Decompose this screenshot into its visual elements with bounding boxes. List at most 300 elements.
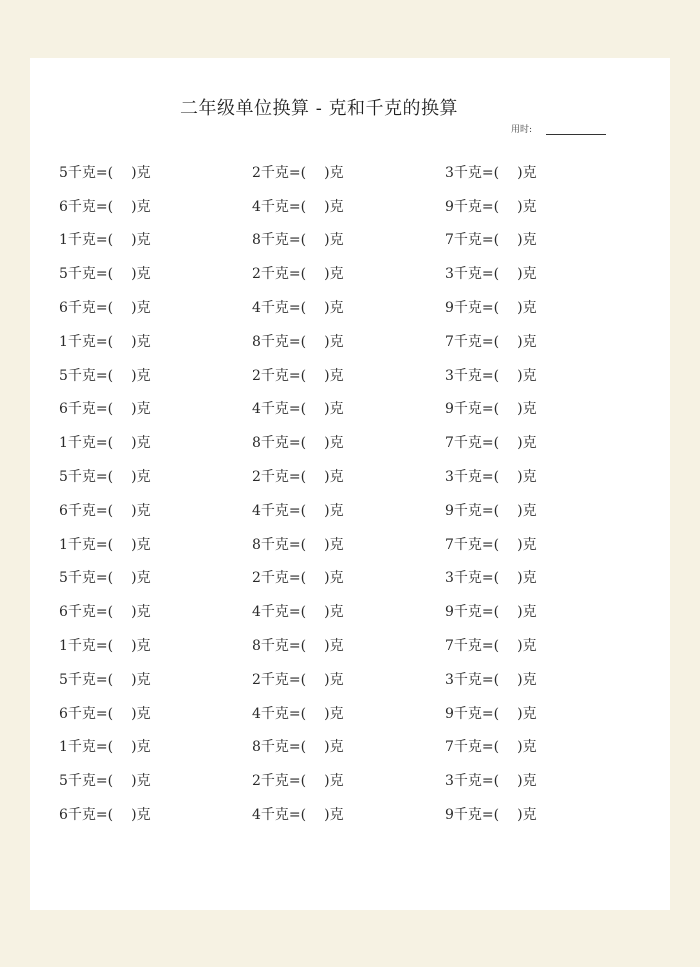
- exercise-item: [252, 669, 445, 689]
- exercise-row: [59, 155, 639, 189]
- equals-open-paren: =(: [481, 300, 500, 317]
- exercise-row: [59, 324, 639, 358]
- exercise-row: [59, 594, 639, 628]
- unit-to: 克: [522, 435, 537, 452]
- equals-open-paren: =(: [95, 671, 114, 688]
- unit-to: 克: [136, 739, 151, 756]
- equals-open-paren: =(: [481, 435, 500, 452]
- close-paren: ): [517, 401, 523, 418]
- unit-from: 千克: [67, 705, 96, 722]
- equals-open-paren: =(: [95, 773, 114, 790]
- close-paren: ): [517, 502, 523, 519]
- equals-open-paren: =(: [288, 232, 307, 249]
- exercise-item: [445, 500, 638, 520]
- exercise-item: [252, 635, 445, 655]
- unit-to: 克: [522, 739, 537, 756]
- exercise-number: 3: [445, 164, 454, 181]
- unit-from: 千克: [260, 536, 289, 553]
- exercise-number: 8: [252, 536, 261, 553]
- exercise-item: [59, 534, 252, 554]
- exercise-item: [445, 365, 638, 385]
- unit-to: 克: [522, 300, 537, 317]
- unit-from: 千克: [67, 401, 96, 418]
- unit-to: 克: [136, 638, 151, 655]
- unit-from: 千克: [453, 671, 482, 688]
- exercise-item: [252, 297, 445, 317]
- unit-from: 千克: [67, 536, 96, 553]
- exercise-number: 7: [445, 435, 454, 452]
- exercise-number: 3: [445, 570, 454, 587]
- exercise-number: 1: [59, 536, 68, 553]
- unit-to: 克: [136, 807, 151, 824]
- close-paren: ): [517, 638, 523, 655]
- close-paren: ): [517, 807, 523, 824]
- unit-to: 克: [522, 232, 537, 249]
- exercise-item: [252, 567, 445, 587]
- exercise-grid: [59, 155, 639, 831]
- unit-to: 克: [136, 232, 151, 249]
- close-paren: ): [517, 739, 523, 756]
- exercise-item: [445, 398, 638, 418]
- close-paren: ): [517, 536, 523, 553]
- exercise-number: 4: [252, 300, 261, 317]
- close-paren: ): [324, 638, 330, 655]
- exercise-item: [59, 162, 252, 182]
- unit-to: 克: [329, 536, 344, 553]
- unit-to: 克: [136, 300, 151, 317]
- unit-from: 千克: [260, 469, 289, 486]
- exercise-number: 3: [445, 469, 454, 486]
- exercise-item: [59, 736, 252, 756]
- exercise-row: [59, 763, 639, 797]
- exercise-number: 4: [252, 401, 261, 418]
- close-paren: ): [131, 367, 137, 384]
- equals-open-paren: =(: [288, 773, 307, 790]
- equals-open-paren: =(: [481, 773, 500, 790]
- exercise-number: 7: [445, 232, 454, 249]
- unit-from: 千克: [67, 198, 96, 215]
- unit-to: 克: [136, 435, 151, 452]
- unit-to: 克: [522, 807, 537, 824]
- unit-to: 克: [522, 469, 537, 486]
- exercise-number: 8: [252, 739, 261, 756]
- unit-to: 克: [136, 198, 151, 215]
- exercise-item: [252, 534, 445, 554]
- unit-to: 克: [522, 198, 537, 215]
- exercise-item: [445, 770, 638, 790]
- equals-open-paren: =(: [95, 367, 114, 384]
- exercise-number: 6: [59, 604, 68, 621]
- equals-open-paren: =(: [95, 198, 114, 215]
- exercise-item: [59, 669, 252, 689]
- exercise-number: 9: [445, 198, 454, 215]
- exercise-number: 5: [59, 671, 68, 688]
- close-paren: ): [517, 705, 523, 722]
- unit-to: 克: [522, 705, 537, 722]
- unit-from: 千克: [453, 502, 482, 519]
- unit-from: 千克: [260, 570, 289, 587]
- exercise-row: [59, 290, 639, 324]
- exercise-row: [59, 223, 639, 257]
- equals-open-paren: =(: [288, 502, 307, 519]
- equals-open-paren: =(: [288, 469, 307, 486]
- unit-to: 克: [136, 367, 151, 384]
- unit-from: 千克: [67, 773, 96, 790]
- unit-to: 克: [329, 333, 344, 350]
- exercise-number: 4: [252, 604, 261, 621]
- unit-to: 克: [329, 705, 344, 722]
- equals-open-paren: =(: [95, 502, 114, 519]
- unit-to: 克: [136, 570, 151, 587]
- unit-from: 千克: [260, 300, 289, 317]
- unit-to: 克: [329, 300, 344, 317]
- equals-open-paren: =(: [95, 401, 114, 418]
- exercise-item: [445, 736, 638, 756]
- unit-to: 克: [522, 333, 537, 350]
- exercise-row: [59, 730, 639, 764]
- exercise-number: 8: [252, 232, 261, 249]
- close-paren: ): [324, 232, 330, 249]
- equals-open-paren: =(: [95, 333, 114, 350]
- equals-open-paren: =(: [288, 570, 307, 587]
- unit-from: 千克: [453, 638, 482, 655]
- close-paren: ): [517, 266, 523, 283]
- unit-from: 千克: [260, 807, 289, 824]
- close-paren: ): [324, 469, 330, 486]
- exercise-number: 4: [252, 502, 261, 519]
- equals-open-paren: =(: [481, 266, 500, 283]
- equals-open-paren: =(: [95, 164, 114, 181]
- close-paren: ): [517, 300, 523, 317]
- exercise-number: 1: [59, 739, 68, 756]
- unit-to: 克: [329, 367, 344, 384]
- exercise-number: 3: [445, 367, 454, 384]
- equals-open-paren: =(: [481, 604, 500, 621]
- close-paren: ): [131, 435, 137, 452]
- exercise-number: 2: [252, 773, 261, 790]
- unit-from: 千克: [453, 469, 482, 486]
- unit-from: 千克: [67, 469, 96, 486]
- close-paren: ): [131, 164, 137, 181]
- unit-to: 克: [136, 266, 151, 283]
- close-paren: ): [131, 604, 137, 621]
- exercise-row: [59, 189, 639, 223]
- unit-to: 克: [136, 164, 151, 181]
- equals-open-paren: =(: [95, 638, 114, 655]
- unit-to: 克: [329, 435, 344, 452]
- timer-field: [511, 122, 606, 135]
- exercise-item: [252, 162, 445, 182]
- exercise-row: [59, 459, 639, 493]
- equals-open-paren: =(: [481, 469, 500, 486]
- exercise-row: [59, 527, 639, 561]
- unit-from: 千克: [67, 739, 96, 756]
- exercise-number: 2: [252, 570, 261, 587]
- unit-to: 克: [136, 536, 151, 553]
- exercise-number: 5: [59, 367, 68, 384]
- exercise-number: 5: [59, 164, 68, 181]
- unit-from: 千克: [260, 164, 289, 181]
- close-paren: ): [131, 333, 137, 350]
- equals-open-paren: =(: [288, 638, 307, 655]
- close-paren: ): [324, 333, 330, 350]
- exercise-row: [59, 561, 639, 595]
- equals-open-paren: =(: [288, 333, 307, 350]
- equals-open-paren: =(: [481, 705, 500, 722]
- exercise-item: [59, 297, 252, 317]
- unit-to: 克: [329, 502, 344, 519]
- exercise-item: [252, 229, 445, 249]
- equals-open-paren: =(: [481, 401, 500, 418]
- exercise-number: 9: [445, 604, 454, 621]
- close-paren: ): [131, 705, 137, 722]
- equals-open-paren: =(: [481, 198, 500, 215]
- equals-open-paren: =(: [481, 671, 500, 688]
- close-paren: ): [131, 807, 137, 824]
- close-paren: ): [517, 232, 523, 249]
- exercise-number: 8: [252, 333, 261, 350]
- exercise-number: 7: [445, 638, 454, 655]
- exercise-row: [59, 696, 639, 730]
- unit-to: 克: [329, 401, 344, 418]
- unit-to: 克: [522, 367, 537, 384]
- exercise-number: 5: [59, 266, 68, 283]
- exercise-item: [59, 466, 252, 486]
- equals-open-paren: =(: [481, 739, 500, 756]
- equals-open-paren: =(: [288, 435, 307, 452]
- exercise-item: [445, 331, 638, 351]
- unit-from: 千克: [260, 705, 289, 722]
- exercise-item: [59, 635, 252, 655]
- unit-to: 克: [522, 773, 537, 790]
- unit-to: 克: [522, 164, 537, 181]
- exercise-number: 3: [445, 773, 454, 790]
- unit-from: 千克: [453, 401, 482, 418]
- exercise-row: [59, 493, 639, 527]
- close-paren: ): [517, 671, 523, 688]
- unit-to: 克: [522, 570, 537, 587]
- unit-to: 克: [329, 232, 344, 249]
- close-paren: ): [131, 266, 137, 283]
- exercise-item: [445, 297, 638, 317]
- close-paren: ): [324, 198, 330, 215]
- equals-open-paren: =(: [95, 705, 114, 722]
- exercise-item: [252, 196, 445, 216]
- unit-from: 千克: [453, 773, 482, 790]
- exercise-item: [59, 601, 252, 621]
- exercise-number: 3: [445, 266, 454, 283]
- unit-to: 克: [329, 266, 344, 283]
- unit-from: 千克: [260, 232, 289, 249]
- equals-open-paren: =(: [481, 502, 500, 519]
- equals-open-paren: =(: [95, 570, 114, 587]
- exercise-number: 4: [252, 705, 261, 722]
- equals-open-paren: =(: [481, 638, 500, 655]
- unit-from: 千克: [67, 266, 96, 283]
- exercise-number: 2: [252, 469, 261, 486]
- exercise-row: [59, 392, 639, 426]
- unit-to: 克: [136, 705, 151, 722]
- exercise-row: [59, 628, 639, 662]
- unit-to: 克: [522, 401, 537, 418]
- close-paren: ): [324, 604, 330, 621]
- unit-from: 千克: [453, 164, 482, 181]
- equals-open-paren: =(: [95, 469, 114, 486]
- unit-to: 克: [329, 604, 344, 621]
- close-paren: ): [324, 300, 330, 317]
- exercise-item: [252, 398, 445, 418]
- unit-from: 千克: [260, 333, 289, 350]
- unit-from: 千克: [453, 739, 482, 756]
- exercise-item: [59, 398, 252, 418]
- exercise-number: 9: [445, 502, 454, 519]
- exercise-item: [252, 601, 445, 621]
- exercise-number: 2: [252, 367, 261, 384]
- equals-open-paren: =(: [481, 570, 500, 587]
- unit-to: 克: [329, 739, 344, 756]
- unit-from: 千克: [260, 773, 289, 790]
- close-paren: ): [324, 367, 330, 384]
- close-paren: ): [131, 739, 137, 756]
- timer-blank-line[interactable]: [546, 124, 606, 135]
- unit-from: 千克: [453, 807, 482, 824]
- unit-to: 克: [136, 671, 151, 688]
- exercise-number: 6: [59, 401, 68, 418]
- exercise-number: 1: [59, 333, 68, 350]
- close-paren: ): [131, 773, 137, 790]
- equals-open-paren: =(: [288, 367, 307, 384]
- unit-from: 千克: [260, 671, 289, 688]
- exercise-number: 8: [252, 638, 261, 655]
- close-paren: ): [131, 469, 137, 486]
- exercise-item: [252, 500, 445, 520]
- close-paren: ): [131, 638, 137, 655]
- equals-open-paren: =(: [481, 333, 500, 350]
- close-paren: ): [324, 570, 330, 587]
- close-paren: ): [324, 739, 330, 756]
- unit-from: 千克: [453, 604, 482, 621]
- exercise-number: 5: [59, 773, 68, 790]
- unit-from: 千克: [453, 333, 482, 350]
- exercise-number: 1: [59, 638, 68, 655]
- exercise-number: 4: [252, 198, 261, 215]
- worksheet-page: [30, 58, 670, 910]
- unit-to: 克: [522, 671, 537, 688]
- close-paren: ): [324, 401, 330, 418]
- exercise-item: [252, 770, 445, 790]
- exercise-item: [252, 263, 445, 283]
- equals-open-paren: =(: [95, 266, 114, 283]
- exercise-number: 9: [445, 807, 454, 824]
- exercise-item: [252, 703, 445, 723]
- worksheet-title: 二年级单位换算 - 克和千克的换算: [179, 98, 459, 119]
- exercise-item: [252, 432, 445, 452]
- equals-open-paren: =(: [288, 266, 307, 283]
- exercise-number: 7: [445, 739, 454, 756]
- exercise-number: 2: [252, 164, 261, 181]
- exercise-item: [59, 567, 252, 587]
- exercise-item: [445, 466, 638, 486]
- unit-from: 千克: [453, 300, 482, 317]
- exercise-item: [445, 635, 638, 655]
- exercise-number: 3: [445, 671, 454, 688]
- unit-to: 克: [136, 604, 151, 621]
- equals-open-paren: =(: [481, 367, 500, 384]
- equals-open-paren: =(: [288, 536, 307, 553]
- exercise-row: [59, 425, 639, 459]
- unit-to: 克: [522, 536, 537, 553]
- close-paren: ): [517, 367, 523, 384]
- unit-from: 千克: [453, 435, 482, 452]
- exercise-number: 5: [59, 469, 68, 486]
- exercise-number: 6: [59, 198, 68, 215]
- close-paren: ): [324, 536, 330, 553]
- equals-open-paren: =(: [288, 401, 307, 418]
- unit-from: 千克: [453, 570, 482, 587]
- exercise-number: 9: [445, 401, 454, 418]
- exercise-item: [252, 365, 445, 385]
- unit-from: 千克: [453, 536, 482, 553]
- exercise-item: [445, 263, 638, 283]
- unit-from: 千克: [67, 807, 96, 824]
- exercise-item: [445, 804, 638, 824]
- unit-to: 克: [329, 638, 344, 655]
- equals-open-paren: =(: [481, 807, 500, 824]
- close-paren: ): [131, 401, 137, 418]
- unit-to: 克: [522, 502, 537, 519]
- exercise-item: [445, 229, 638, 249]
- unit-to: 克: [329, 570, 344, 587]
- unit-to: 克: [136, 469, 151, 486]
- close-paren: ): [517, 773, 523, 790]
- unit-to: 克: [136, 401, 151, 418]
- close-paren: ): [131, 502, 137, 519]
- exercise-number: 5: [59, 570, 68, 587]
- exercise-number: 2: [252, 266, 261, 283]
- exercise-item: [445, 534, 638, 554]
- equals-open-paren: =(: [95, 604, 114, 621]
- equals-open-paren: =(: [288, 705, 307, 722]
- exercise-item: [59, 770, 252, 790]
- exercise-item: [59, 229, 252, 249]
- exercise-item: [445, 567, 638, 587]
- exercise-item: [59, 432, 252, 452]
- close-paren: ): [517, 333, 523, 350]
- unit-from: 千克: [260, 739, 289, 756]
- equals-open-paren: =(: [95, 435, 114, 452]
- exercise-row: [59, 797, 639, 831]
- unit-from: 千克: [67, 367, 96, 384]
- close-paren: ): [131, 232, 137, 249]
- close-paren: ): [324, 773, 330, 790]
- unit-from: 千克: [260, 198, 289, 215]
- exercise-number: 6: [59, 300, 68, 317]
- close-paren: ): [131, 671, 137, 688]
- equals-open-paren: =(: [288, 739, 307, 756]
- unit-from: 千克: [260, 638, 289, 655]
- exercise-number: 6: [59, 705, 68, 722]
- equals-open-paren: =(: [481, 536, 500, 553]
- unit-from: 千克: [260, 435, 289, 452]
- unit-from: 千克: [67, 435, 96, 452]
- exercise-number: 9: [445, 705, 454, 722]
- exercise-item: [445, 162, 638, 182]
- close-paren: ): [517, 570, 523, 587]
- unit-to: 克: [522, 638, 537, 655]
- exercise-item: [252, 804, 445, 824]
- close-paren: ): [517, 164, 523, 181]
- timer-label: 用时:: [511, 125, 533, 135]
